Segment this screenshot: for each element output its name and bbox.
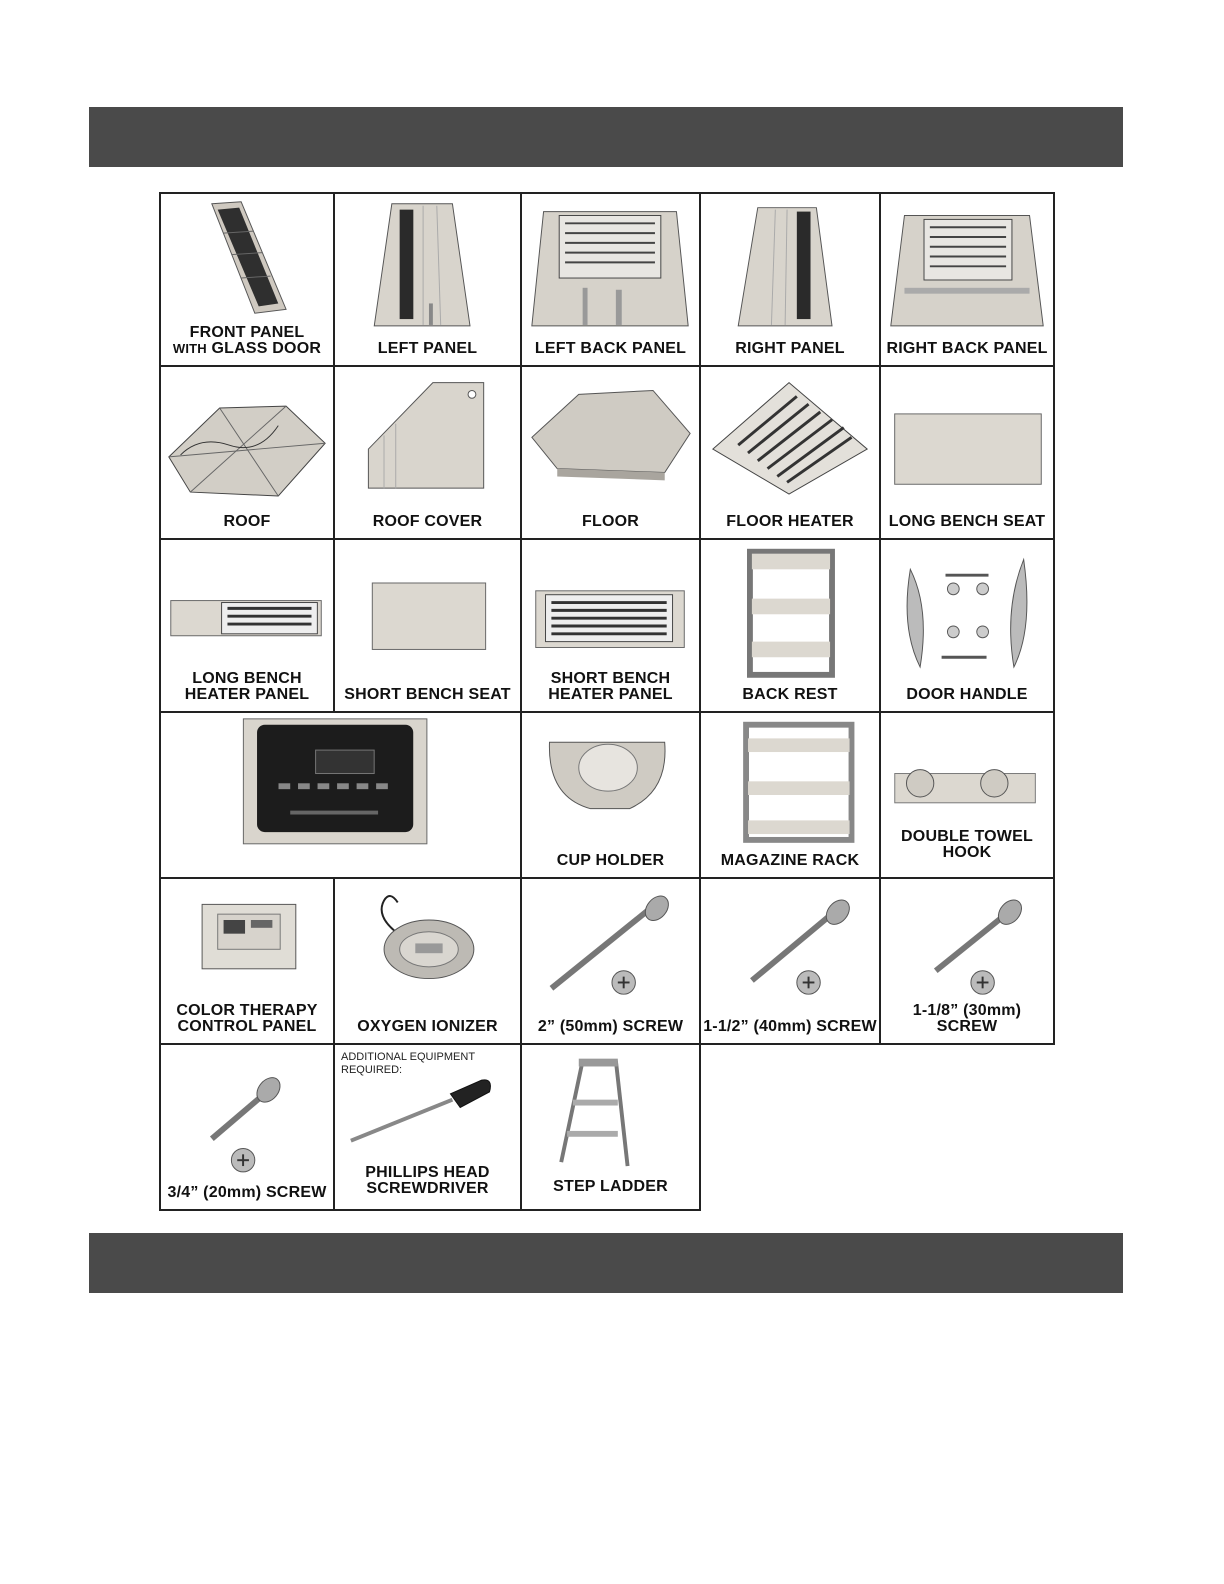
- item-short-bench-seat: [333, 538, 522, 713]
- item-label: LEFT BACK PANEL: [534, 340, 687, 357]
- item-roof-cover: [333, 365, 522, 540]
- label-line-1: LONG BENCH: [192, 670, 302, 687]
- item-left-back-panel: [520, 192, 701, 367]
- item-magazine-rack: [699, 711, 881, 879]
- item-roof: [159, 365, 335, 540]
- item-label: MAGAZINE RACK: [720, 852, 860, 869]
- item-label: [163, 1003, 331, 1035]
- item-right-panel: [699, 192, 881, 367]
- item-screw-1-1-2-inch: [699, 877, 881, 1045]
- item-label: BACK REST: [742, 686, 838, 703]
- additional-equipment-note: ADDITIONAL EQUIPMENT REQUIRED:: [341, 1051, 476, 1076]
- label-line-2: GLASS DOOR: [206, 340, 322, 357]
- label-line-2: HEATER PANEL: [184, 686, 310, 703]
- item-label: STEP LADDER: [553, 1178, 668, 1195]
- item-label: 3/4” (20mm) SCREW: [167, 1184, 327, 1201]
- label-line-2: HOOK: [942, 844, 992, 861]
- item-label: 2” (50mm) SCREW: [537, 1018, 684, 1035]
- item-door-handle: [879, 538, 1055, 713]
- item-label: FLOOR: [582, 513, 639, 530]
- item-label: 1-1/2” (40mm) SCREW: [703, 1018, 877, 1035]
- item-left-panel: [333, 192, 522, 367]
- item-long-bench-seat: [879, 365, 1055, 540]
- item-label: FLOOR HEATER: [726, 513, 854, 530]
- item-floor-heater: [699, 365, 881, 540]
- item-color-therapy-control-panel: [159, 877, 335, 1045]
- item-step-ladder: [520, 1043, 701, 1211]
- item-label: DOOR HANDLE: [906, 686, 1028, 703]
- label-line-1: DOUBLE TOWEL: [901, 828, 1033, 845]
- item-screw-1-1-8-inch: [879, 877, 1055, 1045]
- audio-panel-image: [161, 713, 520, 877]
- label-line-2: CONTROL PANEL: [177, 1018, 317, 1035]
- item-double-towel-hook: [879, 711, 1055, 879]
- item-label: RIGHT PANEL: [735, 340, 845, 357]
- item-label: CUP HOLDER: [556, 852, 665, 869]
- label-line-1: COLOR THERAPY: [176, 1002, 318, 1019]
- label-line-1: FRONT PANEL: [189, 324, 305, 341]
- label-line-2: HEATER PANEL: [548, 686, 673, 703]
- item-floor: [520, 365, 701, 540]
- item-phillips-head-screwdriver: [333, 1043, 522, 1211]
- label-prefix: WITH: [172, 341, 207, 356]
- item-label: OXYGEN IONIZER: [357, 1018, 498, 1035]
- item-right-back-panel: [879, 192, 1055, 367]
- label-line-1: PHILLIPS HEAD: [365, 1164, 490, 1181]
- item-label: [337, 1165, 518, 1197]
- label-line-2: SCREWDRIVER: [366, 1180, 489, 1197]
- item-label: [883, 829, 1051, 861]
- item-front-panel: [159, 192, 335, 367]
- item-label: LONG BENCH SEAT: [888, 513, 1046, 530]
- item-label: [163, 671, 331, 703]
- item-label: LEFT PANEL: [377, 340, 478, 357]
- item-label: [524, 671, 697, 703]
- item-short-bench-heater-panel: [520, 538, 701, 713]
- item-label: 1-1/8” (30mm) SCREW: [912, 1002, 1022, 1035]
- item-label: ROOF COVER: [372, 513, 483, 530]
- item-long-bench-heater-panel: [159, 538, 335, 713]
- item-oxygen-ionizer: [333, 877, 522, 1045]
- item-screw-3-4-inch: [159, 1043, 335, 1211]
- section-header-bar: [89, 1233, 1123, 1293]
- item-label: ROOF: [223, 513, 271, 530]
- item-label: [163, 325, 331, 357]
- label-line-1: SHORT BENCH: [550, 670, 671, 687]
- item-cup-holder: [520, 711, 701, 879]
- item-screw-2-inch: [520, 877, 701, 1045]
- item-label: RIGHT BACK PANEL: [886, 340, 1048, 357]
- section-header-bar: [89, 107, 1123, 167]
- item-audio-control-panel: [159, 711, 522, 879]
- item-label: SHORT BENCH SEAT: [344, 686, 511, 703]
- item-back-rest: [699, 538, 881, 713]
